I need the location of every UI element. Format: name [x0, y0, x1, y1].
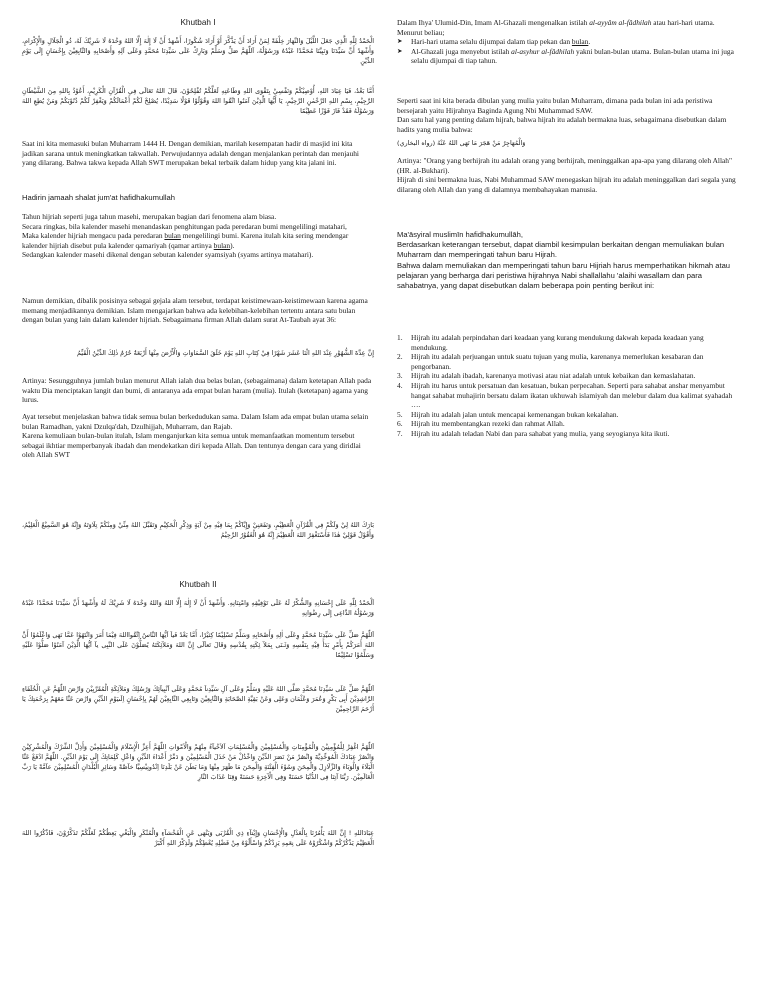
text-line: Karena kemuliaan bulan-bulan itulah, Islam menganjurkan kita semua untuk memanfaatkan momentum tersebut sebagai ikhtiar memperbanyak ibadah dan mendekatkan diri kepada Allah. Dan tentunya dengan cara yang diridlai oleh Allah SWT — [22, 431, 361, 460]
arabic-amma-badu: أَمَّا بَعْدُ، فَيَا عِبَادَ اللهِ، أُوْصِيْكُمْ وَنَفْسِيْ بِتَقْوَى اللهِ وَطَاعَتِهِ لَعَلَّكُمْ تُفْلِحُوْنَ، قَالَ اللهُ تَعَالَى فِي الْقُرْآنِ الْكَرِيْمِ، أَعُوْذُ بِاللهِ مِنَ الشَّيْطَانِ الرَّجِيْمِ، بِسْمِ اللهِ الرَّحْمٰنِ الرَّحِيْمِ، يَا أَيُّهَا الَّذِيْنَ آمَنُوا اتَّقُوا اللهَ وَقُوْلُوْا قَوْلًا سَدِيْدًا، يُصْلِحْ لَكُمْ أَعْمَالَكُمْ وَيَغْفِرْ لَكُمْ ذُنُوْبَكُمْ وَمَنْ يُطِعِ اللهَ وَرَسُوْلَهُ فَقَدْ فَازَ فَوْزًا عَظِيْمًا — [22, 87, 374, 115]
text-line: Dan satu hal yang penting dalam hijrah, bahwa hijrah itu adalah bermakna luas, sebagaimana disebutkan dalam hadits yang mulia bahwa: — [397, 115, 727, 134]
arabic-shalawat: اَللّٰهُمَّ صَلِّ عَلَى سَيِّدِنَا مُحَمَّدٍ وِعَلَى اٰلِهِ وَأَصْحَابِهِ وَسَلِّمْ تَسْلِيْمًا كِثيْرًا، أَمَّا بَعْدُ فَياَ اَيُّهَا النَّاسُ اِتَّقُوااللهَ فِيْمَا أَمَرَ وَانْتَهُوْا عَمَّا نَهَى وَاعْلَمُوْا أَنَّ اللهَ أَمَرَكُمْ بِأَمْرٍ بَدَأَ فِيْهِ بِنَفْسِهِ وَثَـنَى بِمَلآ ئِكَتِهِ بِقُدْسِهِ وَقَالَ تَعاَلَى إِنَّ اللهَ وَمَلآئِكَتَهُ يُصَلُّوْنَ عَلَى النَّبِى يآ اَيُّهَا الَّذِيْنَ آمَنُوْا صَلُّوْا عَلَيْهِ وَسَلِّمُوْا تَسْلِيْمًا — [22, 631, 374, 659]
text-span: Dalam Ihya' Ulumid-Din, Imam Al-Ghazali mengenalkan istilah — [397, 18, 590, 27]
list-item — [397, 37, 737, 47]
arabic-closing-prayer: بَارَكَ اللهُ لِيْ وَلَكُمْ فِي الْقُرْآنِ الْعَظِيْمِ، وَنَفَعَنِيْ وَإِيَّاكُمْ بِمَا فِيْهِ مِنْ آيَةٍ وَذِكْرِ الْحَكِيْمِ وَتَقَبَّلَ اللهُ مِنِّيْ وَمِنْكُمْ تِلَاوَتَهُ وَإِنَّهُ هُوَ السَّمِيْعُ الْعَلِيْمُ، وَأَقُوْلُ قَوْلِيْ هٰذَا فَأَسْتَغْفِرُ اللهَ الْعَظِيْمَ إِنَّهُ هُوَ الْغَفُوْرُ الرَّحِيْمُ — [22, 521, 374, 539]
list-item: 7. Hijrah itu adalah teladan Nabi dan para sahabat yang mulia, yang seyogianya kita ikuti. — [397, 428, 670, 438]
text-span: Hari-hari utama selalu dijumpai dalam tiap pekan dan — [411, 37, 572, 47]
list-item-text: Hijrah itu membentangkan rezeki dan rahmat Allah. — [411, 419, 565, 429]
arabic-doa-sahabat: اَللّٰهُمَّ صَلِّ عَلَى سَيِّدِنَا مُحَمَّدٍ صَلَّى اللهُ عَلَيْهِ وَسَلِّمْ وَعَلَى آلِ سَيِّدِناَ مُحَمَّدٍ وَعَلَى اَنْبِيآئِكَ وَرُسُلِكَ وَمَلآئِكَةِ الْمُقَرَّبِيْنَ وَارْضَ اللّٰهُمَّ عَنِ الْخُلَفَاءِ الرَّاشِدِيْنَ أَبِى بَكْرٍ وَعُمَرَ وَعُثْمَان وَعَلِى وَعَنْ بَقِيَّةِ الصَّحَابَةِ وَالتَّابِعِيْنَ وَتَابِعِي التَّابِعِيْنَ لَهُمْ بِاِحْسَانٍ اِلَىيَوْمِ الدِّيْنِ وَارْضَ عَنَّا مَعَهُمْ بِرَحْمَتِكَ يَا أَرْحَمَ الرَّاحِمِيْنَ — [22, 685, 374, 713]
paragraph-muharram: Saat ini kita memasuki bulan Muharram 1444 H. Dengan demikian, marilah kesempatan hadir di masjid ini kita jadikan sarana untuk meningkatkan takwallah. Perwujudannya adalah dengan menjalankan perintah dan menjauhi yang dilarang. Bahwa takwa kepada Allah SWT merupakan bekal terbaik dalam hidup yang kita jalani ini. — [22, 139, 359, 168]
list-item-text: Hijrah itu adalah perpindahan dari keadaan yang kurang mendukung dakwah kepada keadaan yang mendukung. — [411, 333, 704, 352]
section-heading: Ma'āsyiral muslimīn hafidhakumullāh, — [397, 230, 523, 239]
text-line: Bahwa dalam memuliakan dan memperingati tahun baru Hijriah harus memperhatikan hikmah atau pelajaran yang berharga dari peristiwa hijrahnya Nabi shallallahu 'alaihi wasallam dan para sahabatnya, yang dapat disebutkan dalam beberapa poin penting berikut ini: — [397, 261, 731, 290]
list-item: 1. Hijrah itu adalah perpindahan dari keadaan yang kurang mendukung dakwah kepada keadaan yang mendukung. — [397, 333, 704, 352]
text-span: . — [588, 37, 591, 47]
arabic-taubah-36: إِنَّ عِدَّةَ الشُّهُوْرِ عِنْدَ اللهِ اثْنَا عَشَرَ شَهْرًا فِيْ كِتَابِ اللهِ يَوْمَ خَلَقَ السَّمَاوَاتِ وَالْأَرْضَ مِنْهَا أَرْبَعَةٌ حُرُمٌ ذٰلِكَ الدِّيْنُ الْقَيِّمُ — [77, 349, 374, 357]
list-item — [397, 47, 737, 66]
text-span: Maka kalender hijriah mengacu pada peredaran — [22, 231, 165, 241]
arabic-ibadallah: عِبَادَاللهِ ! إِنَّ اللهَ يَأْمُرُنَا بِالْعَدْلِ وَالْإِحْسَانِ وَإِيْتآءِ ذِي الْقُرْبَى وَيَنْهَى عَنِ الْفَحْشآءِ وَالْمُنْكَرِ وَالْبَغْيِ يَعِظُكُمْ لَعَلَّكُمْ تَذَكَّرُوْنَ، فَاذْكُرُوا اللهَ الْعَظِيْمَ يَذْكُرْكُمْ وَاشْكُرُوْهُ عَلَى نِعَمِهِ يَزِدْكُمْ وَاسْأَلُوْهُ مِنْ فَضْلِهِ يُعْطِكُمْ وَلَذِكْرُ اللهِ أَكْبَرْ — [22, 829, 374, 847]
text-line: Seperti saat ini kita berada dibulan yang mulia yaitu bulan Muharram, dimana pada bulan ini ada peristiwa bersejarah yaitu Hijrahnya Baginda Agung Nbi Muhammad SAW. — [397, 96, 713, 115]
italic-term: al-ayyâm al-fâdhilah — [589, 18, 652, 27]
list-item-text: Hijrah itu adalah perjuangan untuk suatu tujuan yang mulia, karenanya memerlukan kesabaran dan pengorbanan. — [411, 352, 704, 371]
list-item-text: Hijrah itu harus untuk persatuan dan kesatuan, bukan perpecahan. Seperti para sahabat anshar menyambut hangat sahabat muhajirin bersatu dalam ikatan ukhuwah islamiyah dan melebur dalam dua kalimat syahadah …. — [411, 380, 733, 410]
list-item-text: Hijrah itu adalah teladan Nabi dan para sahabat yang mulia, yang seyogianya kita ikuti. — [411, 428, 670, 438]
list-item: 4. Hijrah itu harus untuk persatuan dan kesatuan, bukan perpecahan. Seperti para sahabat anshar menyambut hangat sahabat muhajirin bersatu dalam ikatan ukhuwah islamiyah dan melebur dalam dua kalimat syahadah …. — [397, 380, 733, 410]
arabic-hamdalah: اَلْحَمْدُ لِلّٰهِ عَلَى إِحْسَانِهِ وَالشُّكْرُ لَهُ عَلَى تَوْفِيْقِهِ وَامْتِنَانِهِ. وَأَشْهَدُ أَنْ لَا إِلٰهَ إِلَّا اللهُ وَاللهُ وَحْدَهُ لَا شَرِيْكَ لَهُ وَأَشْهَدُ أَنَّ سَيِّدَنَا مُحَمَّدًا عَبْدُهُ وَرَسُوْلُهُ الدَّاعِى إِلَى رِضْوَانِهِ — [22, 599, 374, 617]
paragraph-ayat — [22, 412, 374, 460]
text-span: atau hari-hari utama. — [651, 18, 715, 27]
greeting-jamaah: Hadirin jamaah shalat jum'at hafidhakumullah — [22, 193, 175, 202]
list-item-text: Hijrah itu adalah ibadah, karenanya motivasi atau niat adalah untuk kebaikan dan kemaslahatan. — [411, 371, 696, 381]
list-item-text: Hijrah itu adalah jalan untuk mencapai kemenangan bukan kekalahan. — [411, 409, 619, 419]
paragraph-calendar — [22, 212, 374, 260]
text-line: Sedangkan kalender masehi dikenal dengan sebutan kalender syamsiyah (syams artinya matahari). — [22, 250, 314, 260]
list-item: 6. Hijrah itu membentangkan rezeki dan rahmat Allah. — [397, 419, 565, 429]
text-span: Al-Ghazali juga menyebut istilah — [411, 46, 512, 56]
hikmah-list — [397, 333, 737, 439]
arabic-doa-umat: اَللّٰهُمَّ اغْفِرْ لِلْمُؤْمِنِيْنَ وَالْمُؤْمِنَاتِ وَالْمُسْلِمِيْنَ وَالْمُسْلِمَاتِ اَلاَحْيآءُ مِنْهُمْ وَالْاَمْوَاتِ اللّٰهُمَّ أَعِزَّ الْإِسْلَامَ وَالْمُسْلِمِيْنَ وَأَذِلَّ الشِّرْكَ وَالْمُشْرِكِيْنَ وَانْصُرْ عِبَادَكَ الْمُوَحِّدِيَّةَ وَانْصُرْ مَنْ نَصَرَ الدِّيْنَ وَاخْذُلْ مَنْ خَذَلَ الْمُسْلِمِيْنَ وَ دَمِّرْ أَعْدَاءَ الدِّيْنِ وَاعْلِ كَلِمَاتِكَ إِلَى يَوْمَ الدِّيْنِ. اللّٰهُمَّ ادْفَعْ عَنَّا الْبَلَاءَ وَالْوَبَاءَ وَالزَّلَازِلَ وَالْمِحَنَ وَسُوْءَ الْفِتْنَةِ وَالْمِحَنَ مَا ظَهَرَ مِنْهَا وَمَا بَطَنَ عَنْ بَلَدِنَا اِنْدُونِيْسِيَّا خآصَّةً وَسَائِرِ الْبُلْدَانِ الْمُسْلِمِيْنَ عآمَّةً يَا رَبَّ الْعَالَمِيْنَ. رَبَّنَا آتِنَا فِى الدُّنْيَا حَسَنَةً وَفِى الْآخِرَةِ حَسَنَةً وَقِنَا عَذَابَ النَّارِ — [22, 743, 374, 781]
text-line: Berdasarkan keterangan tersebut, dapat diambil kesimpulan berkaitan dengan memuliakan bulan Muharram dan memperingati tahun baru Hijrah. — [397, 239, 725, 259]
text-line: Artinya: "Orang yang berhijrah itu adalah orang yang berhijrah, meninggalkan apa-apa yang dilarang oleh Allah" (HR. al-Bukhari). — [397, 156, 733, 175]
paragraph-artinya: Artinya: Sesungguhnya jumlah bulan menurut Allah ialah dua belas bulan, (sebagaimana) dalam ketetapan Allah pada waktu Dia menciptakan langit dan bumi, di antaranya ada empat bulan haram (mulia). Itulah (ketetapan) agama yang lurus. — [22, 376, 372, 405]
list-item: 2. Hijrah itu adalah perjuangan untuk suatu tujuan yang mulia, karenanya memerlukan kesabaran dan pengorbanan. — [397, 352, 704, 371]
list-item: 3. Hijrah itu adalah ibadah, karenanya motivasi atau niat adalah untuk kebaikan dan kemaslahatan. — [397, 371, 696, 381]
italic-term: al-asyhur al-fâdhilah — [511, 46, 575, 56]
underlined-word: bulan — [164, 231, 181, 241]
underlined-word: bulan — [571, 37, 589, 47]
paragraph-artinya-hadith — [397, 156, 737, 194]
text-span: ). — [230, 240, 235, 250]
underlined-word: bulan — [213, 240, 231, 250]
text-line — [397, 18, 737, 28]
arrow-list — [397, 37, 737, 66]
paragraph-keistimewaan: Namun demikian, dibalik posisinya sebagai gejala alam tersebut, terdapat keistimewaan-keistimewaan karena agama memang menjadikannya demikian. Islam mengajarkan bahwa ada kelebihan-kelebihan tertentu antara satu bulan dengan bulan yang lain dalam kalender hijriah. Sebagaimana firman Allah dalam surat At-Taubah ayat 36: — [22, 296, 368, 325]
text-line: Menurut beliau; — [397, 27, 445, 37]
text-line: Ayat tersebut menjelaskan bahwa tidak semua bulan berkedudukan sama. Dalam Islam ada empat bulan utama selain bulan Ramadhan, yakni Dzulqa'dah, Dzulhijjah, Muharram, dan Rajab. — [22, 412, 369, 431]
khutbah-2-title: Khutbah II — [179, 580, 217, 589]
text-line: Hijrah di sini bermakna luas, Nabi Muhammad SAW menegaskan hijrah itu adalah meninggalkan dari segala yang dilarang oleh Allah dan yang di dalamnya membahayakan manusia. — [397, 175, 736, 194]
paragraph-ghazali — [397, 18, 737, 66]
text-line: Tahun hijriah seperti juga tahun masehi, merupakan bagian dari fenomena alam biasa. — [22, 212, 277, 221]
arabic-hadith: وَالْمُهَاجِرُ مَنْ هَجَرَ مَا نَهَى اللهُ عَنْهُ (رواه البخاري) — [397, 139, 526, 147]
khutbah-1-title: Khutbah I — [180, 18, 216, 27]
text-span: yakni bulan-bulan utama. Bulan-bulan utama ini juga selalu dijumpai di tiap tahun. — [411, 46, 734, 66]
paragraph-kesimpulan — [397, 230, 737, 291]
list-item: 5. Hijrah itu adalah jalan untuk mencapai kemenangan bukan kekalahan. — [397, 409, 619, 419]
text-line — [22, 231, 374, 250]
text-line: Secara ringkas, bila kalender masehi menandaskan penghitungan pada peredaran bumi mengelilingi matahari, — [22, 221, 347, 231]
arabic-opening: الْحَمْدُ لِلّٰهِ الَّذِي جَعَلَ اللَّيْلَ وَالنَّهَارَ خِلْفَةً لِمَنْ أَرَادَ أَنْ يَذَّكَّرَ أَوْ أَرَادَ شُكُورًا، أَشْهَدُ أَنْ لَا إِلٰهَ إِلَّا اللهُ وَحْدَهُ لَا شَرِيْكَ لَهُ، ذُو الْجَلَالِ وَالْإِكْرَامِ، وَأَشْهَدُ أَنَّ سَيِّدَنَا وَنَبِيَّنَا مُحَمَّدًا عَبْدُهُ وَرَسُوْلُهُ، اَللّٰهُمَّ صَلِّ وَسَلِّمْ وَبَارِكْ عَلَى سَيِّدِنَا مُحَمَّدٍ وَعَلَى آلِهِ وَأَصْحَابِهِ وَالتَّابِعِيْنَ بِإِحْسَانٍ إِلَى يَوْمِ الدِّيْنِ — [22, 37, 374, 65]
paragraph-hijrah — [397, 96, 737, 134]
text-span: mengelilingi bumi. Karena itulah kita sering mendengar kalender hijriah disebut pula kalender qamariyah (qamar artinya — [22, 231, 349, 250]
